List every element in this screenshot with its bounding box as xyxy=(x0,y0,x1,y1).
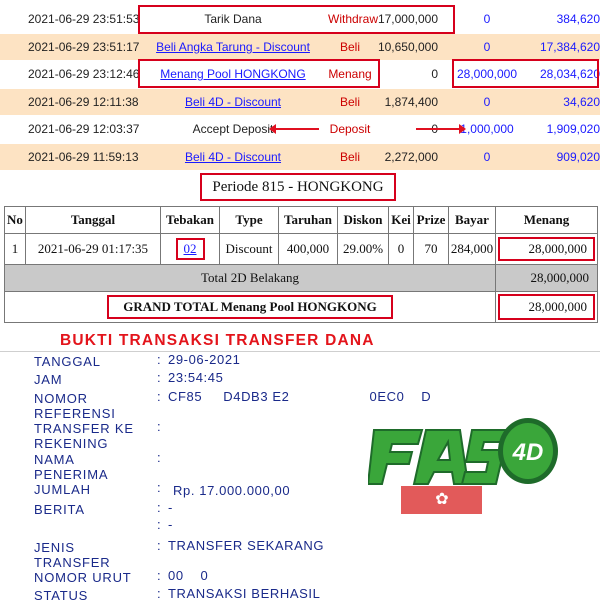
history-win: 0 xyxy=(483,12,491,26)
label-transfer-ke: TRANSFER KE REKENING xyxy=(34,421,134,451)
colon: : xyxy=(157,586,161,601)
colon: : xyxy=(157,538,161,553)
colon: : xyxy=(157,480,161,495)
col-header: Diskon xyxy=(338,207,389,234)
history-date: 2021-06-29 11:59:13 xyxy=(28,150,139,164)
arrow-right-icon xyxy=(416,128,460,130)
cell-tebakan xyxy=(161,234,220,265)
hongkong-flag xyxy=(401,486,482,514)
grand-total-value: 28,000,000 xyxy=(498,294,595,320)
table-row xyxy=(5,234,598,265)
value-nomor-urut: 00 0 xyxy=(168,568,209,583)
col-header: Bayar xyxy=(449,207,496,234)
history-win: 0 xyxy=(483,150,491,164)
label-nomor-urut: NOMOR URUT xyxy=(34,570,132,585)
bauhinia-icon: ✿ xyxy=(435,491,449,508)
cell-menang xyxy=(496,234,598,265)
grand-total-cell xyxy=(5,292,496,323)
balance-highlight xyxy=(452,59,599,88)
label-status: STATUS xyxy=(34,588,89,603)
colon: : xyxy=(157,500,161,515)
label-jenis-transfer: JENIS TRANSFER xyxy=(34,540,111,570)
history-win: 28,000,000 xyxy=(456,67,518,81)
value-berita: - xyxy=(168,500,173,515)
history-balance: 1,909,020 xyxy=(546,122,600,136)
history-amount: 2,272,000 xyxy=(384,150,438,164)
total-label: Total 2D Belakang xyxy=(5,265,496,292)
col-header: Menang xyxy=(496,207,598,234)
history-desc-link[interactable]: Menang Pool HONGKONG xyxy=(160,67,306,81)
colon: : xyxy=(157,517,161,532)
history-type: Beli xyxy=(339,40,360,54)
col-header: Kei xyxy=(389,207,414,234)
grand-total-row xyxy=(5,292,598,323)
tebakan-link[interactable]: 02 xyxy=(176,238,205,260)
history-row xyxy=(0,34,600,60)
svg-text:4D: 4D xyxy=(512,439,544,466)
history-win: 0 xyxy=(483,40,491,54)
colon: : xyxy=(157,419,161,434)
history-balance: 909,020 xyxy=(556,150,600,164)
value-jenis-transfer: TRANSFER SEKARANG xyxy=(168,538,325,553)
total-value: 28,000,000 xyxy=(496,265,598,292)
col-header: Prize xyxy=(414,207,449,234)
cell-kei: 0 xyxy=(389,234,414,265)
cell-tanggal: 2021-06-29 01:17:35 xyxy=(26,234,161,265)
colon: : xyxy=(157,352,161,367)
history-date: 2021-06-29 12:03:37 xyxy=(28,122,140,136)
value-jam: 23:54:45 xyxy=(168,370,224,385)
cell-type: Discount xyxy=(220,234,279,265)
cell-taruhan: 400,000 xyxy=(279,234,338,265)
value-status: TRANSAKSI BERHASIL xyxy=(168,586,321,601)
receipt-title: BUKTI TRANSAKSI TRANSFER DANA xyxy=(60,332,375,349)
history-type: Menang xyxy=(328,67,372,81)
win-highlight xyxy=(138,59,380,88)
periode-title: Periode 815 - HONGKONG xyxy=(200,173,396,201)
history-desc: Accept Deposit xyxy=(192,122,274,136)
bet-result-table xyxy=(4,206,598,323)
history-win: 1,000,000 xyxy=(460,122,514,136)
grand-total-value-cell xyxy=(496,292,598,323)
history-amount: 1,874,400 xyxy=(384,95,438,109)
value-tanggal: 29-06-2021 xyxy=(168,352,241,367)
colon: : xyxy=(157,568,161,583)
logo-lettering xyxy=(368,418,558,484)
cell-diskon: 29.00% xyxy=(338,234,389,265)
colon: : xyxy=(157,389,161,404)
col-header: Taruhan xyxy=(279,207,338,234)
history-amount: 17,000,000 xyxy=(377,12,438,26)
history-row xyxy=(0,89,600,115)
col-header: Tebakan xyxy=(161,207,220,234)
cell-no: 1 xyxy=(5,234,26,265)
history-date: 2021-06-29 23:12:46 xyxy=(28,67,140,81)
value-nomor-referensi: CF85 D4DB3 E2 0EC0 D xyxy=(168,389,432,404)
label-nama-penerima: NAMA PENERIMA xyxy=(34,452,109,482)
history-type: Beli xyxy=(339,150,360,164)
history-type: Deposit xyxy=(329,122,371,136)
history-amount: 0 xyxy=(431,67,438,81)
divider xyxy=(0,351,600,352)
history-type: Withdraw xyxy=(328,12,379,26)
withdraw-highlight xyxy=(138,5,455,34)
history-balance: 28,034,620 xyxy=(539,67,600,81)
history-desc-link[interactable]: Beli Angka Tarung - Discount xyxy=(156,40,310,54)
history-date: 2021-06-29 23:51:53 xyxy=(28,12,140,26)
history-balance: 17,384,620 xyxy=(539,40,600,54)
history-date: 2021-06-29 12:11:38 xyxy=(28,95,139,109)
table-header-row xyxy=(5,207,598,234)
total-row xyxy=(5,265,598,292)
history-desc-link[interactable]: Beli 4D - Discount xyxy=(184,95,282,109)
label-jumlah: JUMLAH xyxy=(34,482,91,497)
history-amount: 10,650,000 xyxy=(377,40,438,54)
menang-value: 28,000,000 xyxy=(498,237,595,261)
label-nomor-referensi: NOMOR REFERENSI xyxy=(34,391,116,421)
history-desc: Tarik Dana xyxy=(204,12,262,26)
grand-total-label: GRAND TOTAL Menang Pool HONGKONG xyxy=(107,295,393,319)
history-balance: 384,620 xyxy=(556,12,600,26)
cell-bayar: 284,000 xyxy=(449,234,496,265)
arrow-left-icon xyxy=(275,128,319,130)
label-jam: JAM xyxy=(34,372,63,387)
col-header: Tanggal xyxy=(26,207,161,234)
cell-prize: 70 xyxy=(414,234,449,265)
colon: : xyxy=(157,370,161,385)
history-balance: 34,620 xyxy=(563,95,600,109)
value-berita-2: - xyxy=(168,517,173,532)
value-jumlah: Rp. 17.000.000,00 xyxy=(173,483,291,498)
history-win: 0 xyxy=(483,95,491,109)
history-type: Beli xyxy=(339,95,360,109)
label-tanggal: TANGGAL xyxy=(34,354,101,369)
pas4d-logo xyxy=(368,410,560,492)
col-header: Type xyxy=(220,207,279,234)
history-date: 2021-06-29 23:51:17 xyxy=(28,40,140,54)
col-header: No xyxy=(5,207,26,234)
history-desc-link[interactable]: Beli 4D - Discount xyxy=(184,150,282,164)
history-row xyxy=(0,144,600,170)
colon: : xyxy=(157,450,161,465)
label-berita: BERITA xyxy=(34,502,85,517)
